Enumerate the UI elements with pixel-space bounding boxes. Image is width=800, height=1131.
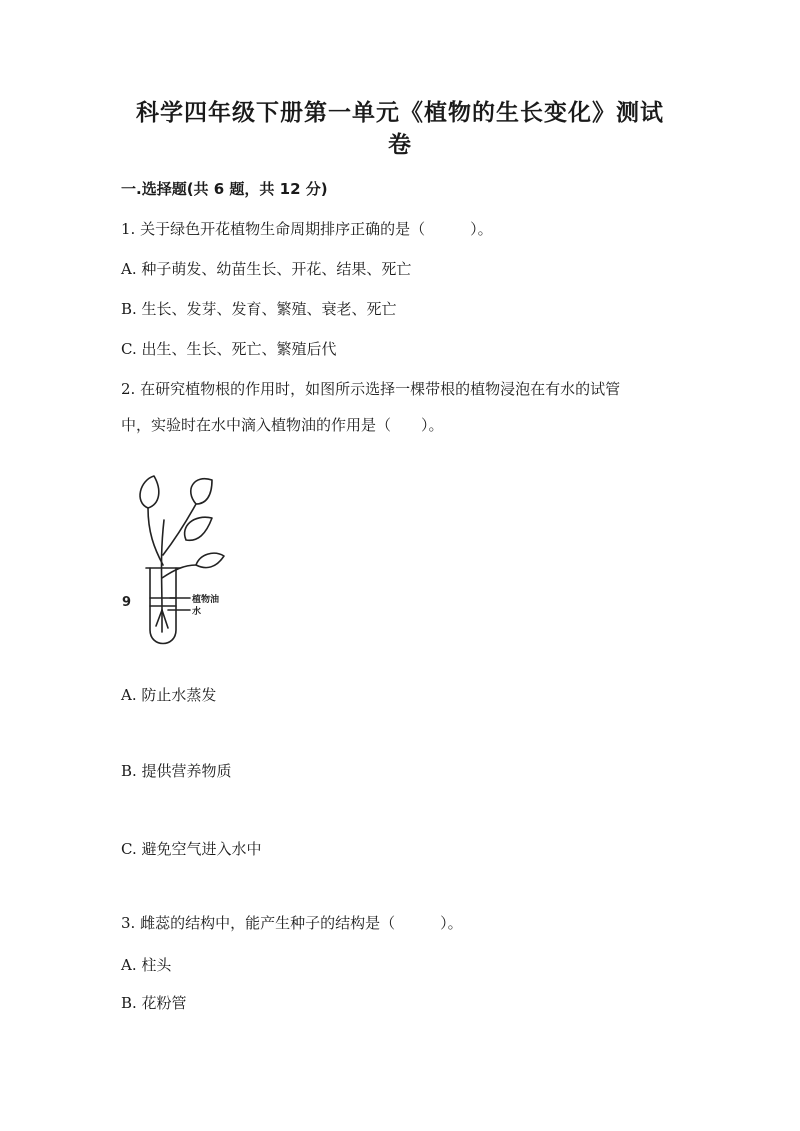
question-2-option-c: C. 避免空气进入水中 bbox=[121, 840, 262, 858]
section-heading: 一.选择题(共 6 题，共 12 分) bbox=[121, 180, 328, 198]
question-1-option-b: B. 生长、发芽、发育、繁殖、衰老、死亡 bbox=[121, 300, 397, 318]
question-2-option-a: A. 防止水蒸发 bbox=[121, 686, 217, 704]
question-1-stem: 1. 关于绿色开花植物生命周期排序正确的是（ ）。 bbox=[121, 220, 493, 238]
leaf bbox=[185, 517, 212, 540]
plant-branch bbox=[163, 504, 196, 555]
leaf bbox=[191, 479, 212, 504]
question-3-stem: 3. 雌蕊的结构中，能产生种子的结构是（ ）。 bbox=[121, 914, 463, 932]
question-1-option-c: C. 出生、生长、死亡、繁殖后代 bbox=[121, 340, 337, 358]
question-2-stem-line-1: 2. 在研究植物根的作用时，如图所示选择一棵带根的植物浸泡在有水的试管 bbox=[121, 380, 621, 398]
question-3-option-b: B. 花粉管 bbox=[121, 994, 187, 1012]
question-2-option-b: B. 提供营养物质 bbox=[121, 762, 232, 780]
plant-test-tube-figure bbox=[118, 470, 248, 650]
figure-number: 9 bbox=[122, 595, 132, 610]
label-water: 水 bbox=[192, 607, 202, 617]
leaf bbox=[140, 476, 159, 508]
plant-branch bbox=[148, 508, 163, 565]
page-title-line-2: 卷 bbox=[388, 132, 412, 158]
page-title-line-1: 科学四年级下册第一单元《植物的生长变化》测试 bbox=[136, 100, 664, 126]
plant-root bbox=[156, 610, 162, 626]
plant-root bbox=[162, 610, 168, 628]
question-3-option-a: A. 柱头 bbox=[121, 956, 172, 974]
plant-branch bbox=[162, 565, 196, 578]
question-1-option-a: A. 种子萌发、幼苗生长、开花、结果、死亡 bbox=[121, 260, 412, 278]
label-plant-oil: 植物油 bbox=[192, 595, 220, 605]
question-2-stem-line-2: 中，实验时在水中滴入植物油的作用是（ ）。 bbox=[121, 416, 444, 434]
plant-test-tube-illustration bbox=[118, 470, 248, 650]
leaf bbox=[196, 553, 224, 567]
